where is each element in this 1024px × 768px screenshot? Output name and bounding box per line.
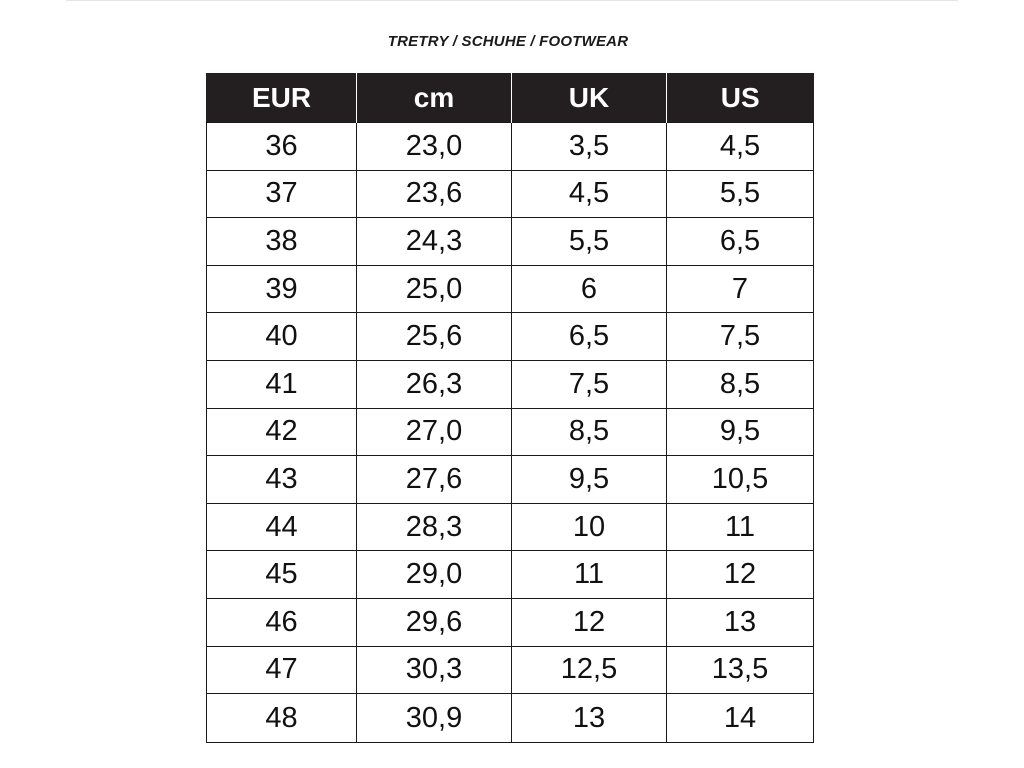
cell-us: 12: [667, 551, 814, 599]
cell-eur: 36: [207, 123, 357, 171]
cell-cm: 27,6: [357, 456, 512, 504]
cell-eur: 45: [207, 551, 357, 599]
cell-us: 10,5: [667, 456, 814, 504]
table-row: [207, 218, 814, 266]
cell-uk: 6: [512, 265, 667, 313]
table-row: [207, 408, 814, 456]
table-row: [207, 551, 814, 599]
cell-uk: 13: [512, 694, 667, 743]
top-divider: [66, 0, 958, 1]
cell-us: 9,5: [667, 408, 814, 456]
cell-cm: 29,0: [357, 551, 512, 599]
cell-us: 6,5: [667, 218, 814, 266]
cell-eur: 42: [207, 408, 357, 456]
cell-uk: 3,5: [512, 123, 667, 171]
size-chart-table: [206, 73, 814, 743]
table-header-row: [207, 73, 814, 123]
cell-us: 14: [667, 694, 814, 743]
table-row: [207, 456, 814, 504]
header-uk: UK: [512, 73, 667, 123]
table-row: [207, 694, 814, 743]
cell-cm: 23,0: [357, 123, 512, 171]
cell-cm: 25,6: [357, 313, 512, 361]
cell-eur: 44: [207, 503, 357, 551]
cell-uk: 7,5: [512, 360, 667, 408]
cell-cm: 28,3: [357, 503, 512, 551]
table-row: [207, 265, 814, 313]
cell-us: 4,5: [667, 123, 814, 171]
cell-uk: 11: [512, 551, 667, 599]
table-row: [207, 170, 814, 218]
cell-cm: 25,0: [357, 265, 512, 313]
cell-uk: 12,5: [512, 646, 667, 694]
table-row: [207, 646, 814, 694]
table-row: [207, 313, 814, 361]
page-title: TRETRY / SCHUHE / FOOTWEAR: [387, 33, 629, 50]
cell-us: 13,5: [667, 646, 814, 694]
cell-eur: 40: [207, 313, 357, 361]
header-cm: cm: [357, 73, 512, 123]
cell-eur: 39: [207, 265, 357, 313]
cell-us: 7: [667, 265, 814, 313]
cell-uk: 10: [512, 503, 667, 551]
cell-uk: 5,5: [512, 218, 667, 266]
cell-us: 13: [667, 598, 814, 646]
cell-eur: 48: [207, 694, 357, 743]
cell-us: 5,5: [667, 170, 814, 218]
cell-eur: 43: [207, 456, 357, 504]
cell-us: 11: [667, 503, 814, 551]
table-row: [207, 503, 814, 551]
cell-eur: 47: [207, 646, 357, 694]
header-us: US: [667, 73, 814, 123]
cell-cm: 26,3: [357, 360, 512, 408]
cell-eur: 38: [207, 218, 357, 266]
cell-eur: 41: [207, 360, 357, 408]
table-row: [207, 123, 814, 171]
cell-cm: 27,0: [357, 408, 512, 456]
cell-us: 8,5: [667, 360, 814, 408]
cell-cm: 30,9: [357, 694, 512, 743]
table-row: [207, 598, 814, 646]
header-eur: EUR: [207, 73, 357, 123]
cell-cm: 23,6: [357, 170, 512, 218]
cell-us: 7,5: [667, 313, 814, 361]
cell-cm: 29,6: [357, 598, 512, 646]
cell-uk: 12: [512, 598, 667, 646]
cell-eur: 37: [207, 170, 357, 218]
cell-uk: 8,5: [512, 408, 667, 456]
table-row: [207, 360, 814, 408]
cell-eur: 46: [207, 598, 357, 646]
cell-cm: 30,3: [357, 646, 512, 694]
cell-cm: 24,3: [357, 218, 512, 266]
cell-uk: 9,5: [512, 456, 667, 504]
cell-uk: 6,5: [512, 313, 667, 361]
cell-uk: 4,5: [512, 170, 667, 218]
